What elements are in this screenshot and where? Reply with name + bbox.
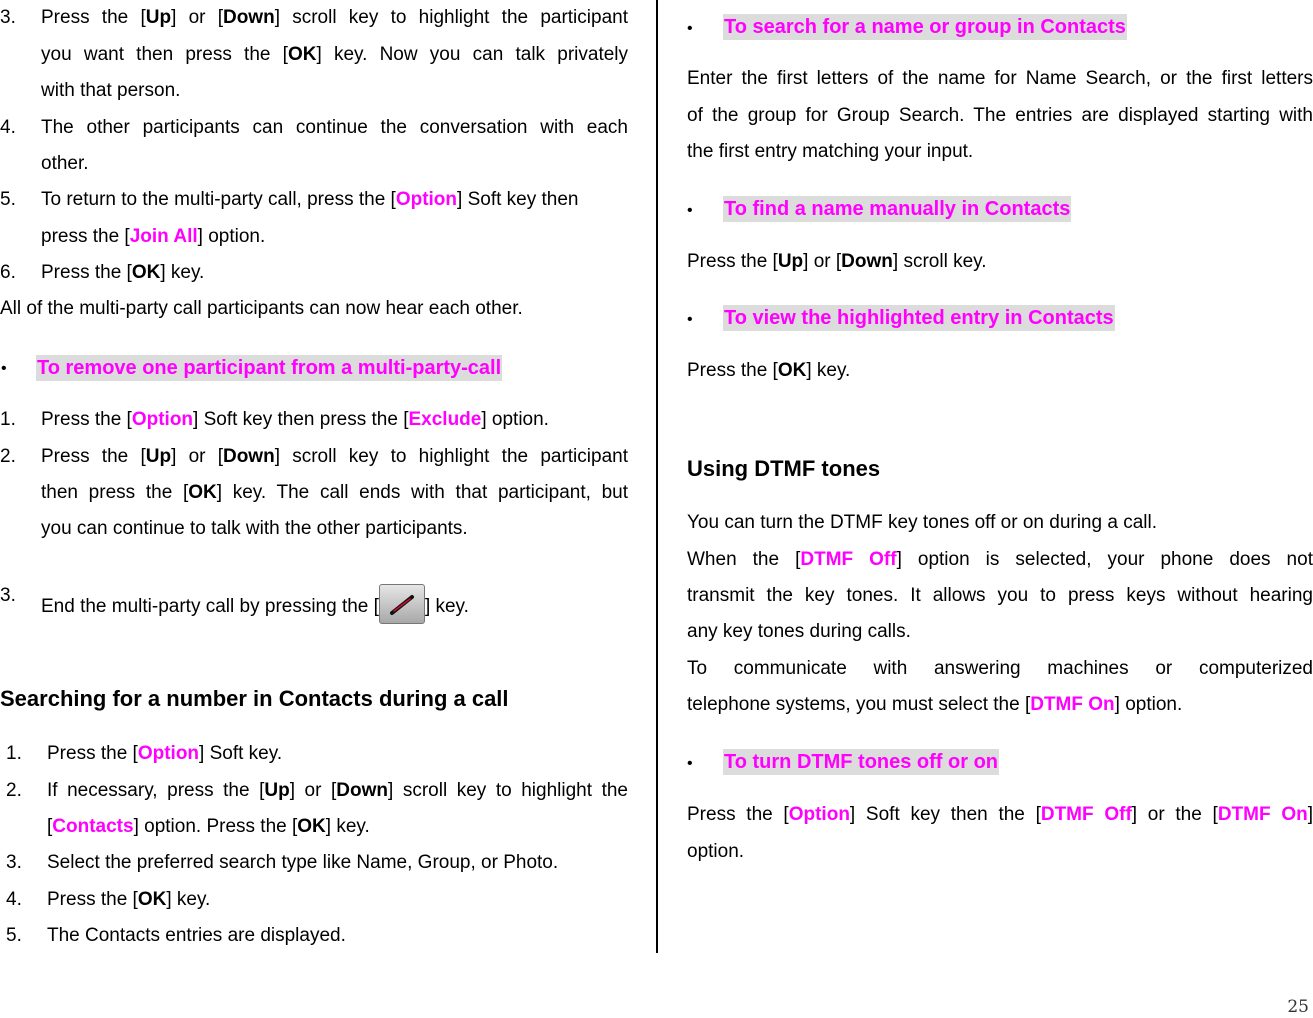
end-call-key-icon (379, 584, 425, 624)
bullet-icon: • (687, 20, 693, 37)
remove-step-2-line-2: then press the [OK] key. The call ends with that participant, but (41, 482, 628, 503)
bullet-icon: • (687, 202, 693, 219)
search-step-3: Select the preferred search type like Name, Group, or Photo. (47, 852, 559, 873)
dtmf-line-5: To communicate with answering machines or computerized (687, 658, 1313, 679)
find-name-text: Press the [Up] or [Down] scroll key. (687, 251, 987, 272)
view-entry-heading: To view the highlighted entry in Contacts (724, 307, 1114, 329)
search-desc-line-2: of the group for Group Search. The entries are displayed starting with (687, 105, 1313, 126)
page-number: 25 (1287, 997, 1309, 1017)
remove-participant-heading: To remove one participant from a multi-party-call (37, 357, 502, 379)
remove-step-2-line-3: you can continue to talk with the other participants. (41, 518, 468, 539)
step-number: 2. (0, 446, 16, 467)
dtmf-line-1: You can turn the DTMF key tones off or on during a call. (687, 512, 1157, 533)
dtmf-line-2: When the [DTMF Off] option is selected, your phone does not (687, 549, 1313, 570)
participants-note: All of the multi-party call participants can now hear each other. (0, 298, 523, 319)
column-divider (656, 0, 658, 953)
search-step-2-line-2: [Contacts] option. Press the [OK] key. (47, 816, 370, 837)
step-5-line-1: To return to the multi-party call, press the [Option] Soft key then (41, 189, 579, 210)
search-name-heading: To search for a name or group in Contacts (724, 16, 1126, 38)
step-number: 3. (0, 585, 16, 606)
step-number: 5. (6, 925, 22, 946)
step-3-line-2: you want then press the [OK] key. Now you can talk privately (41, 44, 629, 65)
remove-step-2-line-1: Press the [Up] or [Down] scroll key to highlight the participant (41, 446, 628, 467)
dtmf-line-4: any key tones during calls. (687, 621, 911, 642)
step-number: 4. (6, 889, 22, 910)
search-step-1: Press the [Option] Soft key. (47, 743, 283, 764)
bullet-icon: • (1, 360, 7, 377)
remove-step-3: End the multi-party call by pressing the [ ] key. (41, 584, 469, 624)
search-step-2-line-1: If necessary, press the [Up] or [Down] scroll key to highlight the (47, 780, 628, 801)
step-number: 4. (0, 117, 16, 138)
step-number: 2. (6, 780, 22, 801)
step-6-line: Press the [OK] key. (41, 262, 205, 283)
dtmf-line-3: transmit the key tones. It allows you to press keys without hearing (687, 585, 1313, 606)
dtmf-section-title: Using DTMF tones (687, 456, 881, 481)
step-4-line-1: The other participants can continue the conversation with each (41, 117, 628, 138)
find-name-heading: To find a name manually in Contacts (724, 198, 1071, 220)
step-number: 1. (6, 743, 22, 764)
bullet-icon: • (687, 311, 693, 328)
step-5-line-2: press the [Join All] option. (41, 226, 266, 247)
search-desc-line-3: the first entry matching your input. (687, 141, 974, 162)
search-desc-line-1: Enter the first letters of the name for Name Search, or the first letters (687, 68, 1313, 89)
step-3-line-1: Press the [Up] or [Down] scroll key to highlight the participant (41, 7, 628, 28)
step-number: 1. (0, 409, 16, 430)
remove-step-1: Press the [Option] Soft key then press the [Exclude] option. (41, 409, 549, 430)
step-3-line-3: with that person. (41, 80, 181, 101)
search-contacts-section-title: Searching for a number in Contacts during a call (0, 686, 509, 711)
step-4-line-2: other. (41, 153, 89, 174)
step-number: 6. (0, 262, 16, 283)
step-number: 5. (0, 189, 16, 210)
turn-dtmf-heading: To turn DTMF tones off or on (724, 751, 999, 773)
view-entry-text: Press the [OK] key. (687, 360, 851, 381)
turn-dtmf-line-2: option. (687, 841, 745, 862)
search-step-4: Press the [OK] key. (47, 889, 211, 910)
bullet-icon: • (687, 755, 693, 772)
step-number: 3. (6, 852, 22, 873)
turn-dtmf-line-1: Press the [Option] Soft key then the [DTMF Off] or the [DTMF On] (687, 804, 1313, 825)
search-step-5: The Contacts entries are displayed. (47, 925, 346, 946)
step-number: 3. (0, 7, 16, 28)
dtmf-line-6: telephone systems, you must select the [DTMF On] option. (687, 694, 1183, 715)
